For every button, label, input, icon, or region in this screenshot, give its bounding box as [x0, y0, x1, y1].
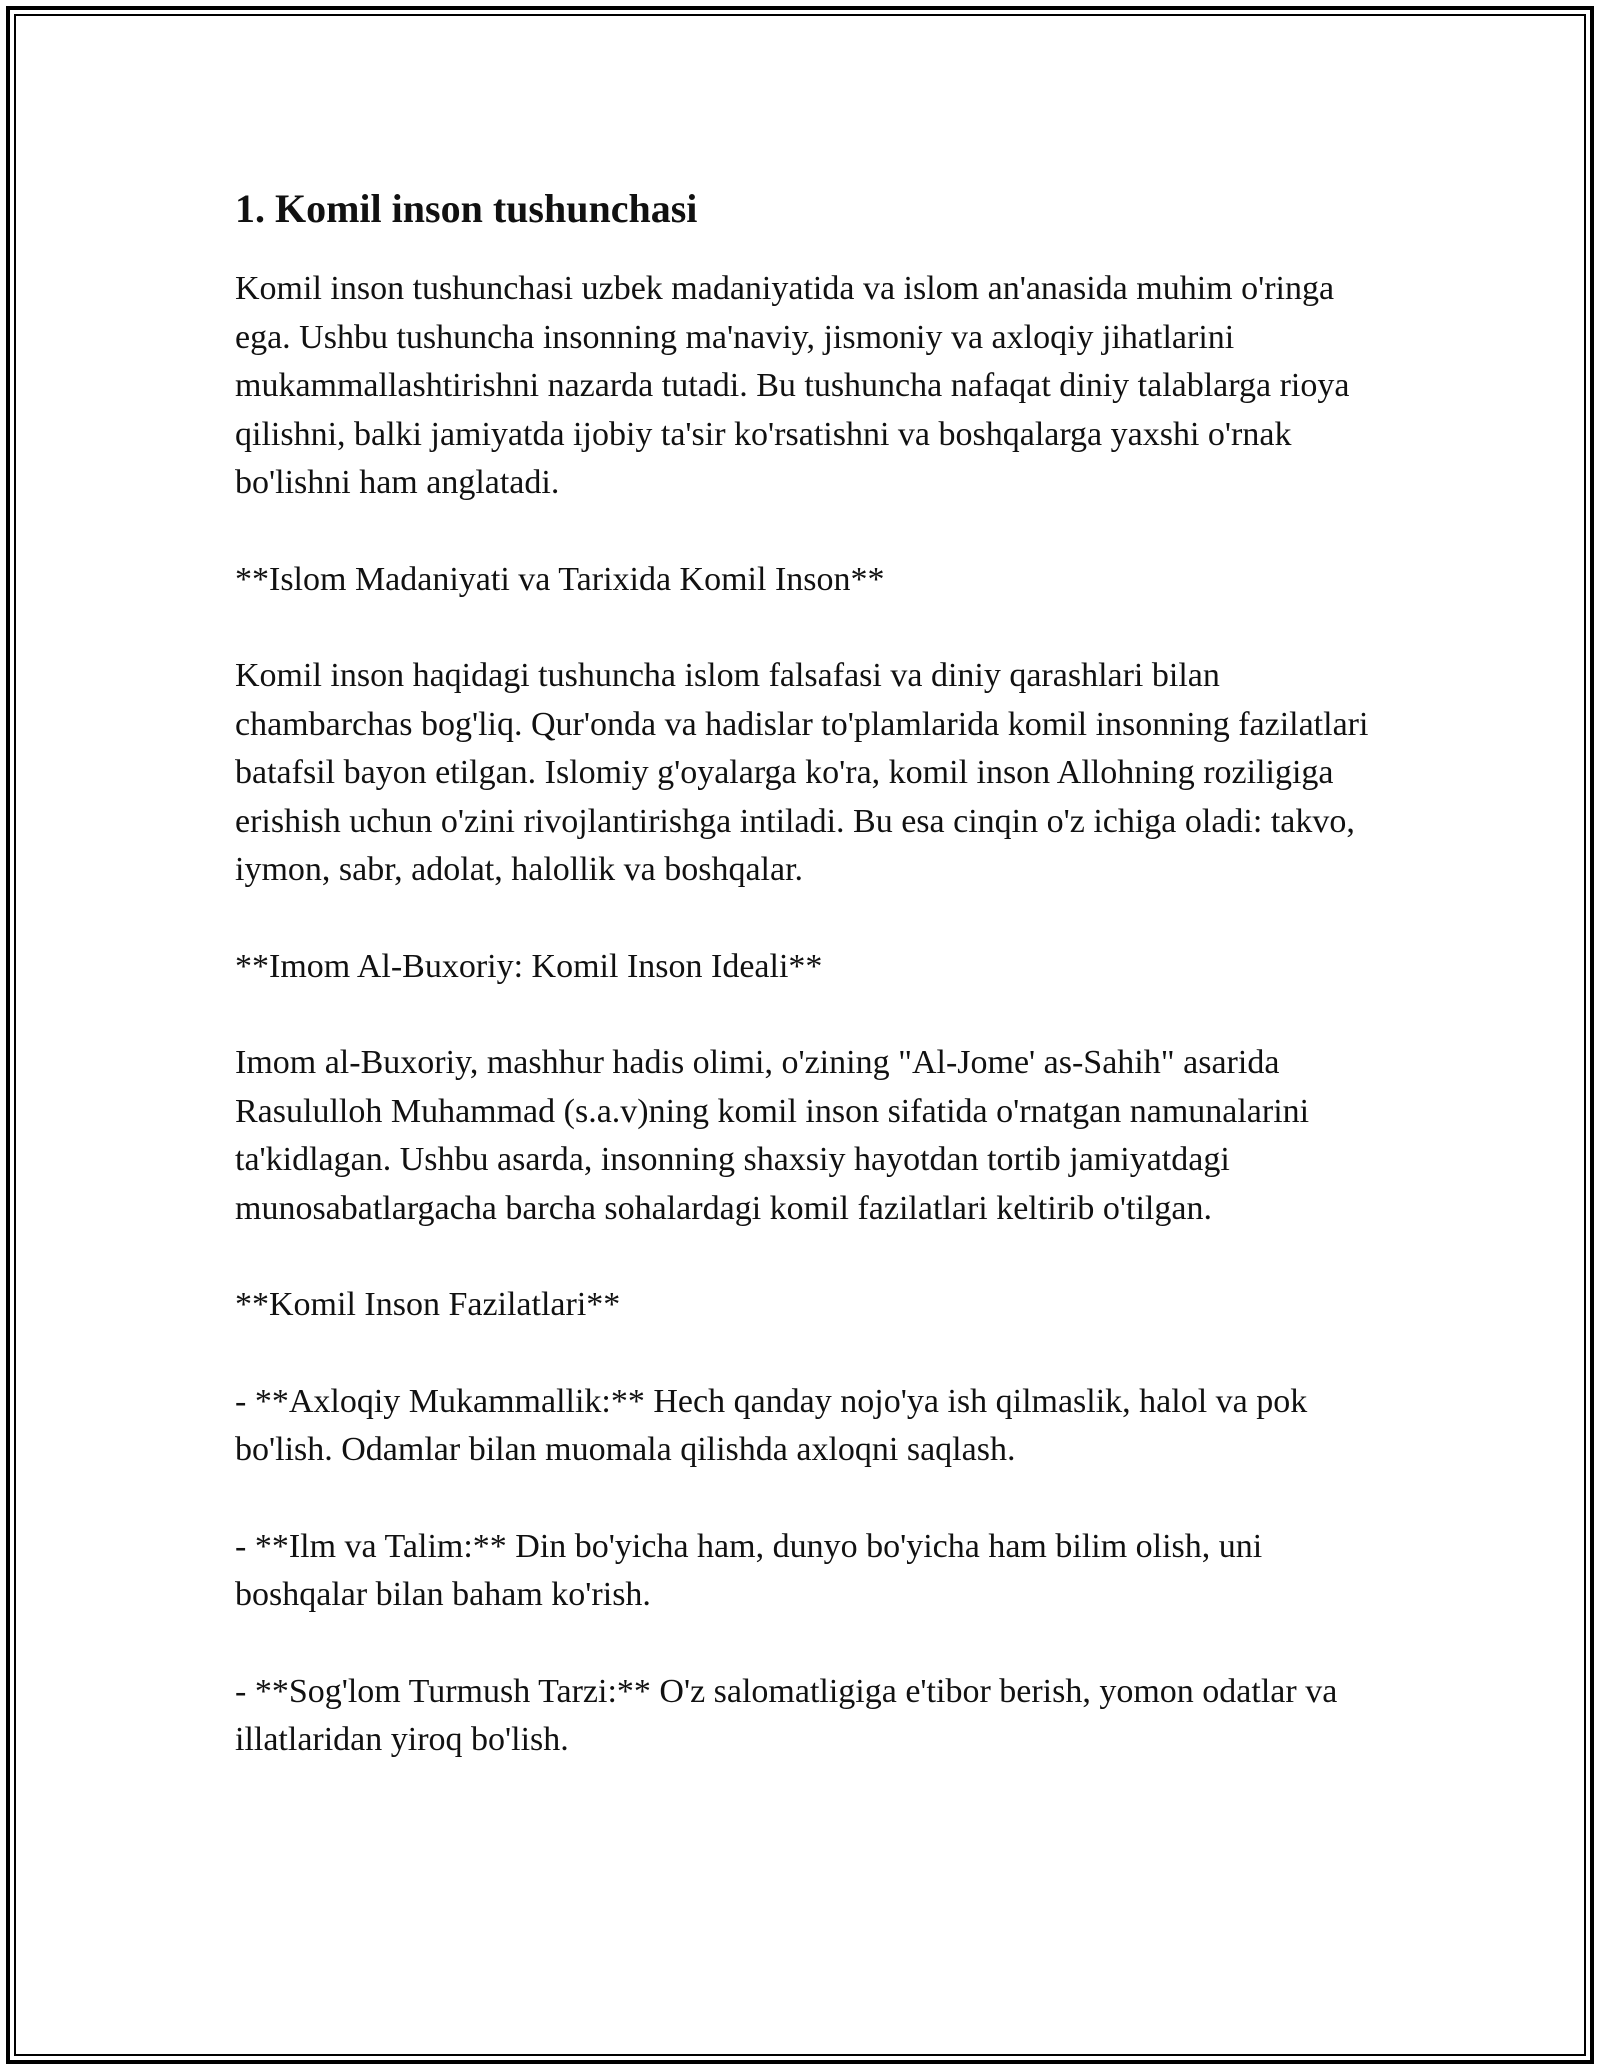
section-title: 1. Komil inson tushunchasi [235, 186, 698, 231]
islom-paragraph: Komil inson haqidagi tushuncha islom falsafasi va diniy qarashlari bilan chambarchas bog'liq. Qur'onda va hadislar to'plamlarida komil insonning fazilatlari batafsil bayon etilgan. Islomiy g'oyalarga ko'ra, komil inson Allohning roziligiga erishish uchun o'zini rivojlantirishga intiladi. Bu esa cinqin o'z ichiga oladi: takvo, iymon, sabr, adolat, halollik va boshqalar. [235, 657, 1369, 888]
list-item-axloqiy: - **Axloqiy Mukammallik:** Hech qanday nojo'ya ish qilmaslik, halol va pok bo'lish. Odamlar bilan muomala qilishda axloqni saqlash. [235, 1382, 1308, 1468]
subheading-islom-madaniyati: **Islom Madaniyati va Tarixida Komil Inson** [235, 560, 885, 598]
subheading-imom-al-buxoriy: **Imom Al-Buxoriy: Komil Inson Ideali** [235, 947, 823, 985]
list-item-ilm: - **Ilm va Talim:** Din bo'yicha ham, dunyo bo'yicha ham bilim olish, uni boshqalar bilan baham ko'rish. [235, 1527, 1263, 1613]
document-body [235, 185, 1375, 1813]
subheading-fazilatlar: **Komil Inson Fazilatlari** [235, 1286, 621, 1323]
intro-paragraph: Komil inson tushunchasi uzbek madaniyatida va islom an'anasida muhim o'ringa ega. Ushbu tushuncha insonning ma'naviy, jismoniy va axloqiy jihatlarini mukammallashtirishni nazarda tutadi. Bu tushuncha nafaqat diniy talablarga rioya qilishni, balki jamiyatda ijobiy ta'sir ko'rsatishni va boshqalarga yaxshi o'rnak bo'lishni ham anglatadi. [235, 270, 1350, 501]
list-item-soglom: - **Sog'lom Turmush Tarzi:** O'z salomatligiga e'tibor berish, yomon odatlar va illatlaridan yiroq bo'lish. [235, 1672, 1338, 1758]
buxoriy-paragraph: Imom al-Buxoriy, mashhur hadis olimi, o'zining "Al-Jome' as-Sahih" asarida Rasululloh Muhammad (s.a.v)ning komil inson sifatida o'rnatgan namunalarini ta'kidlagan. Ushbu asarda, insonning shaxsiy hayotdan tortib jamiyatdagi munosabatlargacha barcha sohalardagi komil fazilatlari keltirib o'tilgan. [235, 1044, 1310, 1227]
